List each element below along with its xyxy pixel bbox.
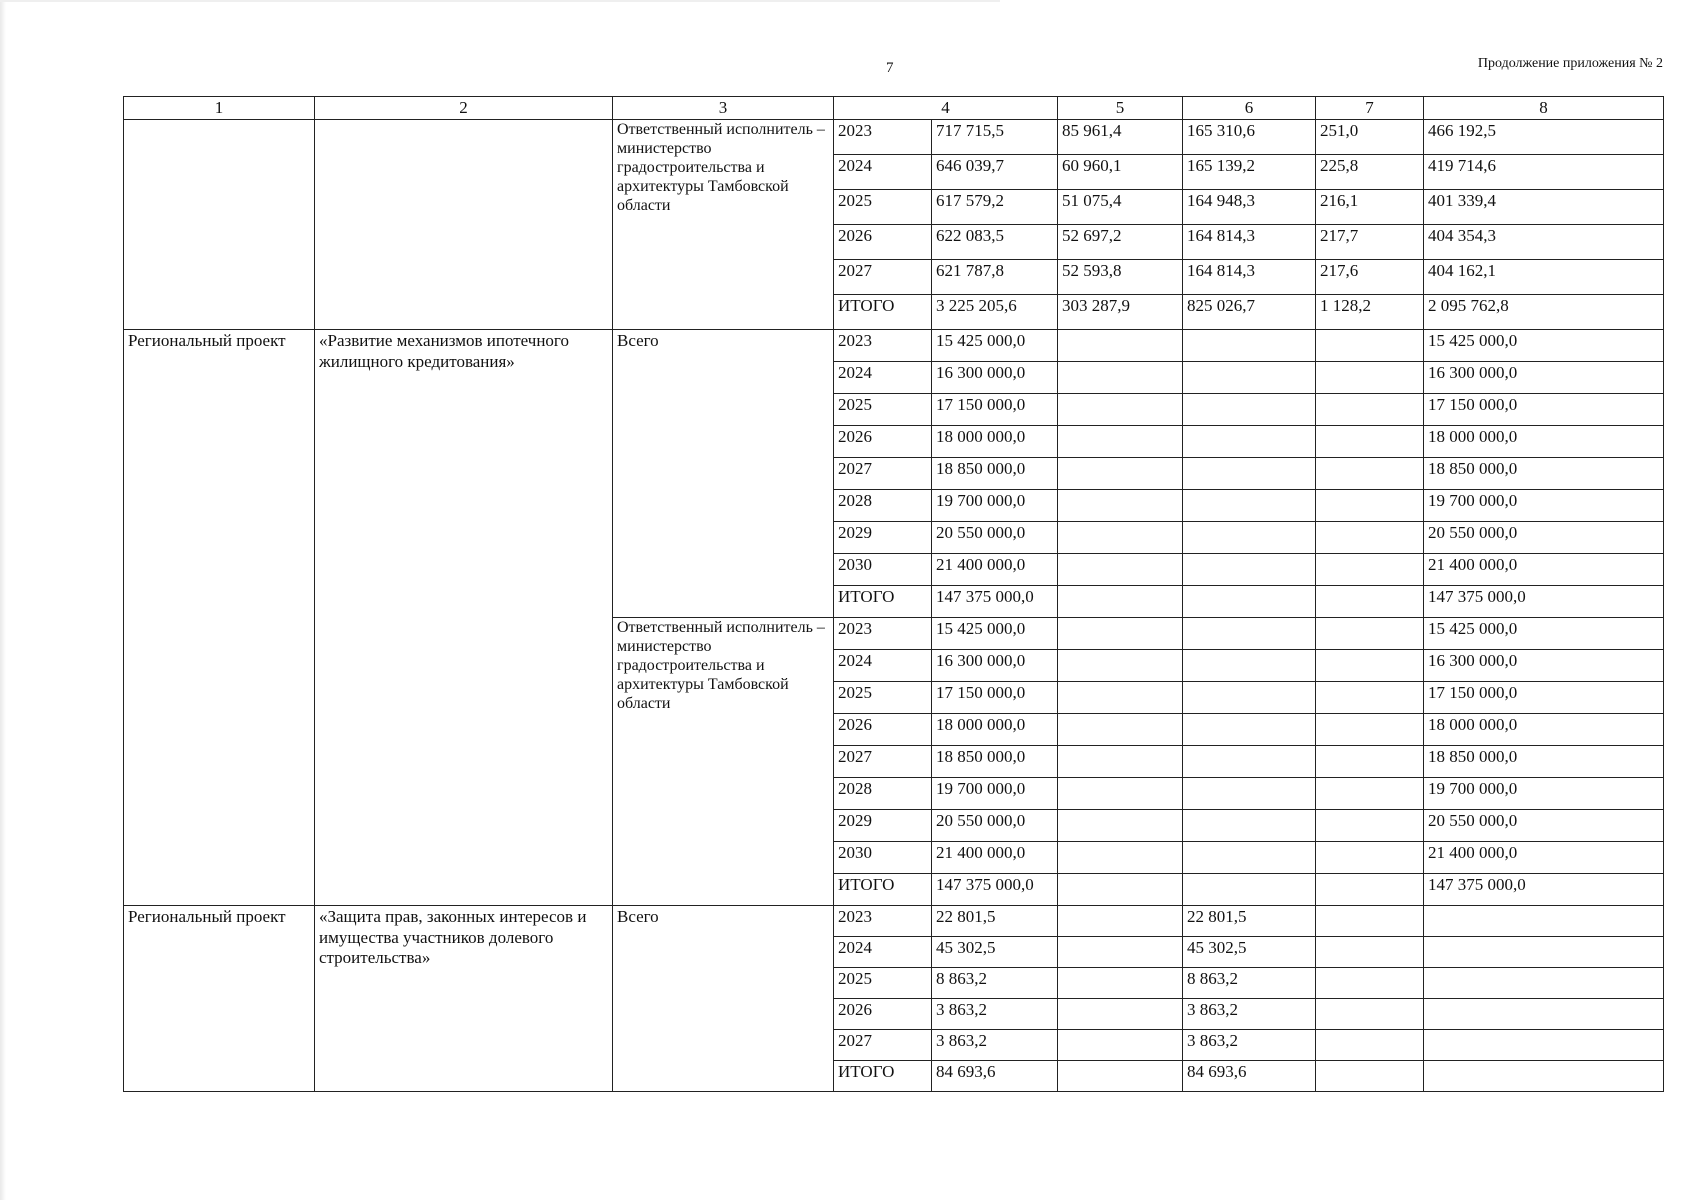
total-label-cell: ИТОГО — [834, 1061, 932, 1092]
amount-cell — [1316, 906, 1424, 937]
amount-cell — [1058, 906, 1183, 937]
amount-cell: 617 579,2 — [932, 190, 1058, 225]
amount-cell: 84 693,6 — [932, 1061, 1058, 1092]
amount-cell — [1183, 394, 1316, 426]
amount-cell: 3 863,2 — [932, 1030, 1058, 1061]
amount-cell — [1316, 458, 1424, 490]
appendix-continuation-label: Продолжение приложения № 2 — [1477, 56, 1663, 71]
amount-cell — [1058, 330, 1183, 362]
amount-cell — [1058, 746, 1183, 778]
amount-cell: 21 400 000,0 — [1424, 554, 1664, 586]
amount-cell: 2 095 762,8 — [1424, 295, 1664, 330]
column-number: 4 — [834, 97, 1058, 120]
table-row — [124, 120, 1664, 155]
column-number: 5 — [1058, 97, 1183, 120]
year-cell: 2024 — [834, 155, 932, 190]
amount-cell — [1316, 682, 1424, 714]
amount-cell: 3 863,2 — [1183, 1030, 1316, 1061]
year-cell: 2024 — [834, 362, 932, 394]
project-type-cell: Региональный проект — [124, 906, 315, 1092]
amount-cell — [1058, 426, 1183, 458]
amount-cell — [1316, 554, 1424, 586]
amount-cell — [1316, 426, 1424, 458]
empty-cell — [124, 120, 315, 330]
amount-cell — [1058, 362, 1183, 394]
amount-cell — [1183, 778, 1316, 810]
year-cell: 2027 — [834, 260, 932, 295]
amount-cell — [1316, 394, 1424, 426]
year-cell: 2026 — [834, 999, 932, 1030]
amount-cell — [1183, 650, 1316, 682]
amount-cell — [1058, 937, 1183, 968]
amount-cell: 20 550 000,0 — [1424, 810, 1664, 842]
amount-cell — [1183, 362, 1316, 394]
year-cell: 2027 — [834, 1030, 932, 1061]
amount-cell: 17 150 000,0 — [932, 682, 1058, 714]
amount-cell: 45 302,5 — [1183, 937, 1316, 968]
amount-cell — [1058, 618, 1183, 650]
amount-cell — [1316, 746, 1424, 778]
amount-cell — [1316, 586, 1424, 618]
amount-cell: 15 425 000,0 — [932, 618, 1058, 650]
scan-top-shadow — [0, 0, 1000, 2]
amount-cell: 16 300 000,0 — [1424, 650, 1664, 682]
amount-cell — [1058, 1030, 1183, 1061]
amount-cell: 19 700 000,0 — [1424, 490, 1664, 522]
total-label-cell: ИТОГО — [834, 295, 932, 330]
amount-cell: 8 863,2 — [932, 968, 1058, 999]
amount-cell — [1316, 999, 1424, 1030]
amount-cell: 303 287,9 — [1058, 295, 1183, 330]
total-label-cell: ИТОГО — [834, 586, 932, 618]
column-number: 7 — [1316, 97, 1424, 120]
project-name-cell: «Защита прав, законных интересов и имущества участников долевого строительства» — [315, 906, 613, 1092]
amount-cell: 60 960,1 — [1058, 155, 1183, 190]
amount-cell: 21 400 000,0 — [1424, 842, 1664, 874]
amount-cell — [1183, 330, 1316, 362]
empty-cell — [315, 120, 613, 330]
amount-cell — [1316, 650, 1424, 682]
amount-cell — [1316, 362, 1424, 394]
amount-cell — [1058, 810, 1183, 842]
amount-cell — [1058, 682, 1183, 714]
amount-cell: 16 300 000,0 — [932, 650, 1058, 682]
amount-cell: 18 850 000,0 — [1424, 746, 1664, 778]
amount-cell: 18 850 000,0 — [1424, 458, 1664, 490]
amount-cell — [1316, 778, 1424, 810]
amount-cell — [1316, 1030, 1424, 1061]
amount-cell: 20 550 000,0 — [932, 810, 1058, 842]
amount-cell: 19 700 000,0 — [1424, 778, 1664, 810]
year-cell: 2026 — [834, 426, 932, 458]
year-cell: 2025 — [834, 394, 932, 426]
amount-cell: 18 000 000,0 — [932, 714, 1058, 746]
amount-cell — [1183, 714, 1316, 746]
amount-cell — [1424, 906, 1664, 937]
amount-cell: 84 693,6 — [1183, 1061, 1316, 1092]
amount-cell — [1183, 682, 1316, 714]
amount-cell: 165 310,6 — [1183, 120, 1316, 155]
amount-cell — [1058, 650, 1183, 682]
amount-cell: 52 593,8 — [1058, 260, 1183, 295]
amount-cell: 8 863,2 — [1183, 968, 1316, 999]
amount-cell — [1183, 586, 1316, 618]
column-number: 8 — [1424, 97, 1664, 120]
year-cell: 2026 — [834, 714, 932, 746]
page-number: 7 — [886, 60, 894, 76]
amount-cell: 18 000 000,0 — [1424, 714, 1664, 746]
scan-edge-shadow — [0, 0, 6, 1200]
amount-cell: 52 697,2 — [1058, 225, 1183, 260]
amount-cell — [1316, 937, 1424, 968]
amount-cell: 165 139,2 — [1183, 155, 1316, 190]
year-cell: 2023 — [834, 120, 932, 155]
amount-cell: 18 850 000,0 — [932, 746, 1058, 778]
amount-cell: 15 425 000,0 — [1424, 330, 1664, 362]
amount-cell: 825 026,7 — [1183, 295, 1316, 330]
amount-cell: 404 354,3 — [1424, 225, 1664, 260]
amount-cell — [1424, 968, 1664, 999]
amount-cell — [1316, 810, 1424, 842]
amount-cell — [1316, 1061, 1424, 1092]
amount-cell — [1058, 714, 1183, 746]
year-cell: 2023 — [834, 906, 932, 937]
amount-cell — [1316, 714, 1424, 746]
amount-cell: 217,6 — [1316, 260, 1424, 295]
amount-cell — [1183, 842, 1316, 874]
year-cell: 2025 — [834, 682, 932, 714]
amount-cell: 147 375 000,0 — [1424, 586, 1664, 618]
amount-cell — [1183, 618, 1316, 650]
year-cell: 2030 — [834, 554, 932, 586]
amount-cell: 251,0 — [1316, 120, 1424, 155]
column-number: 6 — [1183, 97, 1316, 120]
amount-cell — [1316, 874, 1424, 906]
amount-cell: 15 425 000,0 — [932, 330, 1058, 362]
amount-cell — [1424, 1061, 1664, 1092]
amount-cell — [1058, 458, 1183, 490]
amount-cell — [1058, 999, 1183, 1030]
column-number: 3 — [613, 97, 834, 120]
amount-cell: 21 400 000,0 — [932, 554, 1058, 586]
year-cell: 2025 — [834, 190, 932, 225]
amount-cell: 22 801,5 — [1183, 906, 1316, 937]
amount-cell: 717 715,5 — [932, 120, 1058, 155]
amount-cell — [1058, 968, 1183, 999]
amount-cell: 17 150 000,0 — [1424, 394, 1664, 426]
amount-cell: 216,1 — [1316, 190, 1424, 225]
amount-cell: 622 083,5 — [932, 225, 1058, 260]
amount-cell — [1316, 618, 1424, 650]
funding-total-label-cell: Всего — [613, 906, 834, 1092]
amount-cell: 217,7 — [1316, 225, 1424, 260]
amount-cell: 1 128,2 — [1316, 295, 1424, 330]
amount-cell — [1183, 810, 1316, 842]
amount-cell: 3 863,2 — [1183, 999, 1316, 1030]
project-type-cell: Региональный проект — [124, 330, 315, 906]
amount-cell: 466 192,5 — [1424, 120, 1664, 155]
total-label-cell: ИТОГО — [834, 874, 932, 906]
amount-cell — [1183, 458, 1316, 490]
amount-cell — [1058, 522, 1183, 554]
amount-cell: 22 801,5 — [932, 906, 1058, 937]
amount-cell — [1058, 874, 1183, 906]
amount-cell: 20 550 000,0 — [932, 522, 1058, 554]
amount-cell — [1058, 586, 1183, 618]
amount-cell — [1316, 330, 1424, 362]
amount-cell — [1058, 554, 1183, 586]
amount-cell — [1316, 522, 1424, 554]
amount-cell: 401 339,4 — [1424, 190, 1664, 225]
amount-cell: 20 550 000,0 — [1424, 522, 1664, 554]
amount-cell — [1316, 842, 1424, 874]
year-cell: 2023 — [834, 618, 932, 650]
column-number-row — [124, 97, 1664, 120]
year-cell: 2029 — [834, 522, 932, 554]
amount-cell — [1058, 490, 1183, 522]
amount-cell: 147 375 000,0 — [1424, 874, 1664, 906]
amount-cell: 3 863,2 — [932, 999, 1058, 1030]
year-cell: 2028 — [834, 778, 932, 810]
year-cell: 2026 — [834, 225, 932, 260]
year-cell: 2030 — [834, 842, 932, 874]
amount-cell — [1058, 778, 1183, 810]
year-cell: 2024 — [834, 650, 932, 682]
year-cell: 2024 — [834, 937, 932, 968]
amount-cell: 16 300 000,0 — [932, 362, 1058, 394]
amount-cell: 164 948,3 — [1183, 190, 1316, 225]
amount-cell: 147 375 000,0 — [932, 874, 1058, 906]
amount-cell — [1183, 554, 1316, 586]
amount-cell: 45 302,5 — [932, 937, 1058, 968]
amount-cell — [1183, 522, 1316, 554]
amount-cell — [1424, 999, 1664, 1030]
amount-cell: 164 814,3 — [1183, 225, 1316, 260]
amount-cell: 3 225 205,6 — [932, 295, 1058, 330]
amount-cell: 15 425 000,0 — [1424, 618, 1664, 650]
amount-cell — [1424, 937, 1664, 968]
table-row — [124, 906, 1664, 937]
funding-total-label-cell: Всего — [613, 330, 834, 618]
year-cell: 2027 — [834, 458, 932, 490]
amount-cell — [1424, 1030, 1664, 1061]
amount-cell — [1316, 968, 1424, 999]
amount-cell — [1183, 874, 1316, 906]
amount-cell: 18 000 000,0 — [1424, 426, 1664, 458]
responsible-executor-cell: Ответственный исполнитель – министерство градостроительства и архитектуры Тамбовской области — [613, 120, 834, 330]
amount-cell: 21 400 000,0 — [932, 842, 1058, 874]
year-cell: 2029 — [834, 810, 932, 842]
amount-cell: 646 039,7 — [932, 155, 1058, 190]
amount-cell — [1183, 746, 1316, 778]
amount-cell: 164 814,3 — [1183, 260, 1316, 295]
amount-cell: 16 300 000,0 — [1424, 362, 1664, 394]
year-cell: 2028 — [834, 490, 932, 522]
amount-cell — [1316, 490, 1424, 522]
amount-cell: 17 150 000,0 — [1424, 682, 1664, 714]
table-row — [124, 330, 1664, 362]
amount-cell: 19 700 000,0 — [932, 778, 1058, 810]
amount-cell — [1058, 842, 1183, 874]
year-cell: 2027 — [834, 746, 932, 778]
column-number: 1 — [124, 97, 315, 120]
project-name-cell: «Развитие механизмов ипотечного жилищного кредитования» — [315, 330, 613, 906]
amount-cell — [1058, 1061, 1183, 1092]
amount-cell: 18 000 000,0 — [932, 426, 1058, 458]
year-cell: 2025 — [834, 968, 932, 999]
amount-cell: 404 162,1 — [1424, 260, 1664, 295]
amount-cell — [1183, 490, 1316, 522]
amount-cell: 225,8 — [1316, 155, 1424, 190]
column-number: 2 — [315, 97, 613, 120]
amount-cell: 85 961,4 — [1058, 120, 1183, 155]
amount-cell: 419 714,6 — [1424, 155, 1664, 190]
amount-cell — [1058, 394, 1183, 426]
budget-table — [123, 96, 1664, 1092]
responsible-executor-cell: Ответственный исполнитель – министерство градостроительства и архитектуры Тамбовской области — [613, 618, 834, 906]
amount-cell: 18 850 000,0 — [932, 458, 1058, 490]
amount-cell: 621 787,8 — [932, 260, 1058, 295]
amount-cell: 17 150 000,0 — [932, 394, 1058, 426]
amount-cell — [1183, 426, 1316, 458]
year-cell: 2023 — [834, 330, 932, 362]
amount-cell: 147 375 000,0 — [932, 586, 1058, 618]
amount-cell: 19 700 000,0 — [932, 490, 1058, 522]
amount-cell: 51 075,4 — [1058, 190, 1183, 225]
